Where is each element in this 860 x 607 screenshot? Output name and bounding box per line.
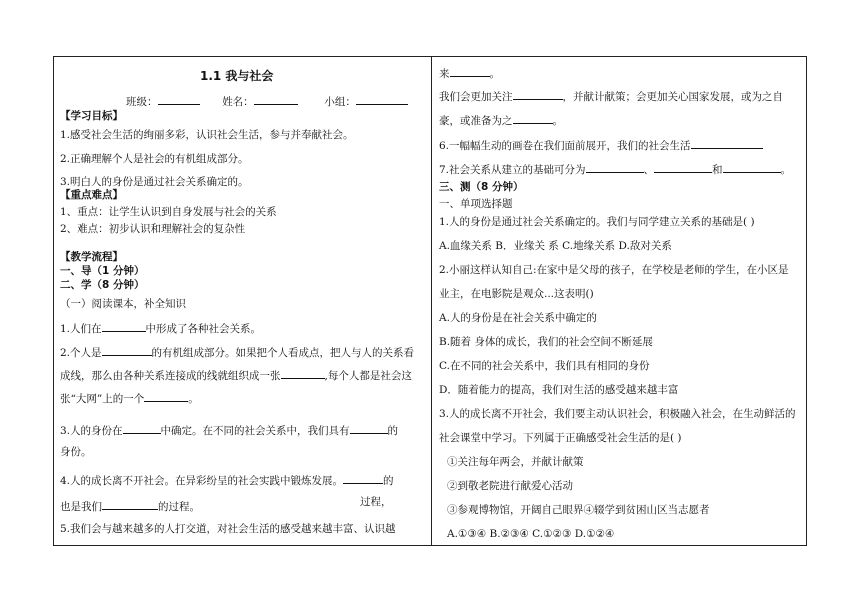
answer-blank[interactable] xyxy=(513,88,563,100)
mc-item: ②到敬老院进行献爱心活动 xyxy=(447,480,573,492)
answer-blank[interactable] xyxy=(281,367,325,379)
question-1: 1.人们在 中形成了各种社会关系。 xyxy=(60,320,261,336)
mc-question-2-cont: 业主，在电影院是观众...这表明() xyxy=(439,288,594,300)
name-field[interactable] xyxy=(254,93,298,105)
goal-item: 2.正确理解个人是社会的有机组成部分。 xyxy=(60,153,249,165)
key-heading: 【重点难点】 xyxy=(60,189,123,201)
name-label: 姓名： xyxy=(222,96,254,108)
answer-blank[interactable] xyxy=(586,161,644,173)
column-divider xyxy=(431,57,432,545)
question-2-line2: 成线，那么由各种关系连接成的线就组织成一张 ,每个人都是社会这 xyxy=(60,367,412,383)
goal-item: 1.感受社会生活的绚丽多彩，认识社会生活，参与并奉献社会。 xyxy=(60,129,354,141)
question-3-line2: 身份。 xyxy=(60,446,92,458)
question-4-line2: 过程， xyxy=(360,496,392,508)
answer-blank[interactable] xyxy=(102,344,152,356)
answer-blank[interactable] xyxy=(691,137,763,149)
question-5-line2: 我们会更加关注 ，并献计献策；会更加关心国家发展，或为之自 xyxy=(439,88,783,104)
question-3-line1: 3.人的身份在 中确定。在不同的社会关系中，我们具有 的 xyxy=(60,422,398,438)
answer-blank[interactable] xyxy=(144,390,188,402)
goal-item: 3.明白人的身份是通过社会关系确定的。 xyxy=(60,176,249,188)
mc-item: ③参观博物馆，开阔自己眼界④辍学到贫困山区当志愿者 xyxy=(447,504,710,516)
question-4-line1: 4.人的成长离不开社会。在异彩纷呈的社会实践中锻炼发展。 的 xyxy=(60,472,394,488)
single-choice-heading: 一、单项选择题 xyxy=(439,198,513,210)
mc-question-3-cont: 社会课堂中学习。下列属于正确感受社会生活的是( ) xyxy=(439,432,682,444)
step-learn: 二、学（8 分钟） xyxy=(60,279,145,291)
mc-question-1: 1.人的身份是通过社会关系确定的。我们与同学建立关系的基础是( ) xyxy=(439,216,755,228)
mc-option: C.在不同的社会关系中，我们具有相同的身份 xyxy=(439,360,650,372)
answer-blank[interactable] xyxy=(343,472,383,484)
answer-blank[interactable] xyxy=(450,65,490,77)
step-guide: 一、导（1 分钟） xyxy=(60,265,145,277)
answer-blank[interactable] xyxy=(350,422,388,434)
question-4-line3: 也是我们 的过程。 xyxy=(60,498,200,514)
answer-blank[interactable] xyxy=(123,422,161,434)
test-heading: 三、测（8 分钟） xyxy=(439,181,524,193)
mc-question-3-options: A.①③④ B.②③④ C.①②③ D.①②④ xyxy=(447,528,615,540)
group-label: 小组： xyxy=(324,96,356,108)
mc-option: D．随着能力的提高，我们对生活的感受越来越丰富 xyxy=(439,384,679,396)
question-7: 7.社会关系从建立的基础可分为 、 和 。 xyxy=(439,161,791,177)
mc-question-3: 3.人的成长离不开社会，我们要主动认识社会，积极融入社会，在生动鲜活的 xyxy=(439,408,796,420)
answer-blank[interactable] xyxy=(102,498,158,510)
key-item: 2、难点：初步认识和理解社会的复杂性 xyxy=(60,223,246,235)
mc-option: A.人的身份是在社会关系中确定的 xyxy=(439,312,597,324)
answer-blank[interactable] xyxy=(654,161,712,173)
goals-heading: 【学习目标】 xyxy=(60,110,123,122)
group-field[interactable] xyxy=(356,93,408,105)
mc-item: ①关注每年两会，并献计献策 xyxy=(447,456,584,468)
reading-task: （一）阅读课本，补全知识 xyxy=(60,298,186,310)
question-5-line3: 豪，或准备为之 。 xyxy=(439,112,563,128)
key-item: 1、重点：让学生认识到自身发展与社会的关系 xyxy=(60,206,277,218)
answer-blank[interactable] xyxy=(723,161,781,173)
student-info-row xyxy=(126,93,408,109)
class-field[interactable] xyxy=(158,93,200,105)
mc-question-1-options: A.血缘关系 B．业缘关 系 C.地缘关系 D.敌对关系 xyxy=(439,240,672,252)
flow-heading: 【教学流程】 xyxy=(60,251,123,263)
class-label: 班级： xyxy=(126,96,158,108)
question-6: 6.一幅幅生动的画卷在我们面前展开，我们的社会生活 xyxy=(439,137,763,153)
question-5-line1: 5.我们会与越来越多的人打交道，对社会生活的感受越来越丰富、认识越 xyxy=(60,523,396,535)
mc-question-2: 2.小丽这样认知自己:在家中是父母的孩子，在学校是老师的学生，在小区是 xyxy=(439,264,789,276)
worksheet-table xyxy=(53,56,807,546)
question-5-continued: 来 。 xyxy=(439,65,500,81)
lesson-title: 1.1 我与社会 xyxy=(200,69,274,83)
mc-option: B.随着 身体的成长，我们的社会空间不断延展 xyxy=(439,336,653,348)
answer-blank[interactable] xyxy=(102,320,146,332)
answer-blank[interactable] xyxy=(513,112,553,124)
question-2-line1: 2.个人是 的有机组成部分。如果把个人看成点，把人与人的关系看 xyxy=(60,344,414,360)
question-2-line3: 张“大网”上的一个 。 xyxy=(60,390,199,406)
